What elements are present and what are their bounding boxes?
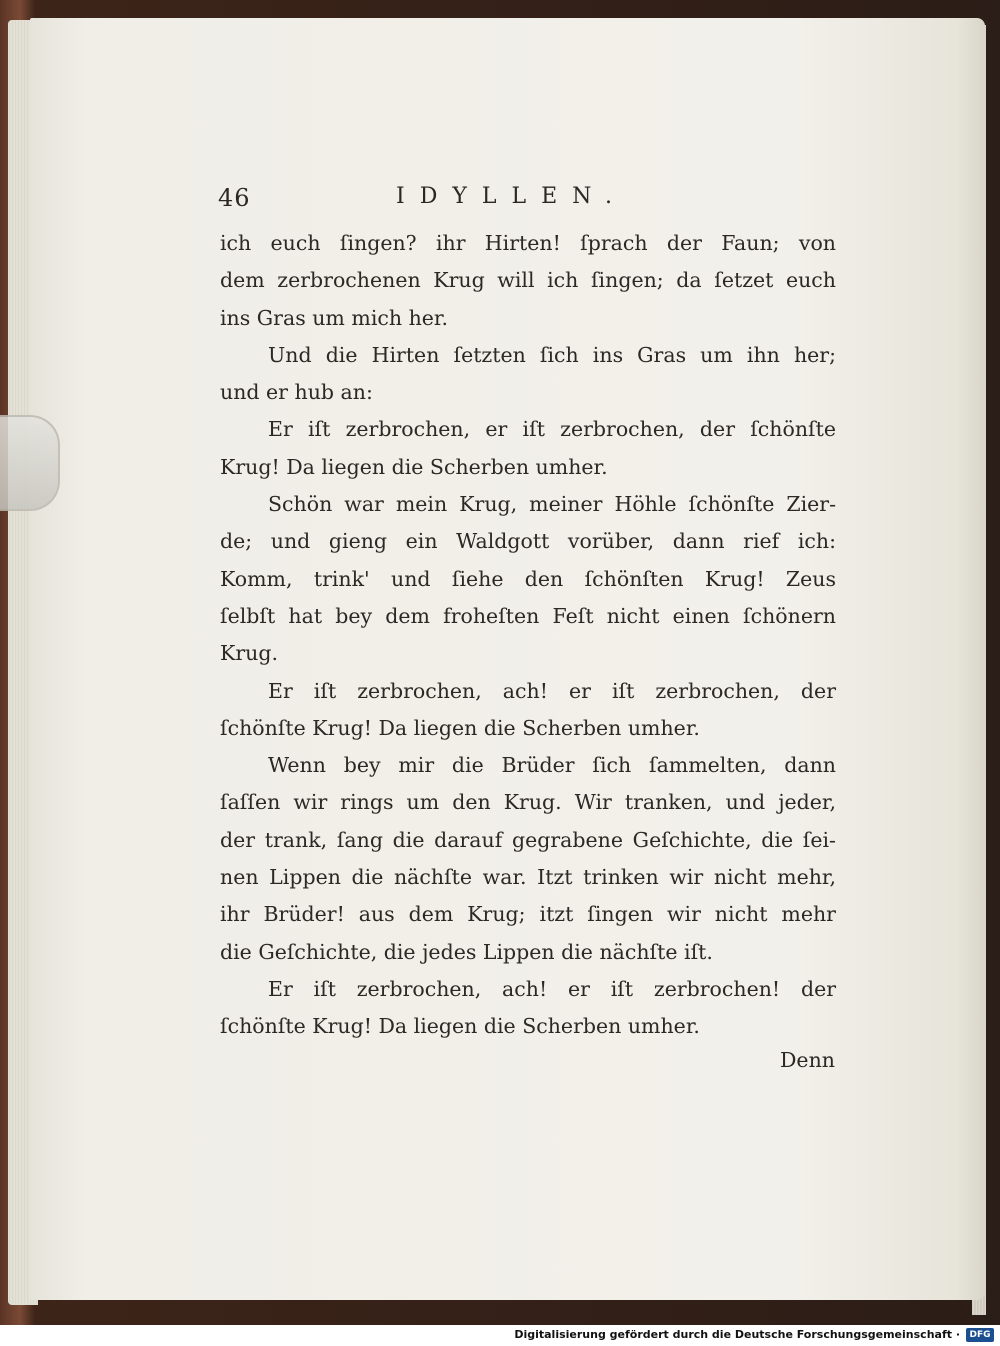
page-number: 46 <box>218 184 251 212</box>
text-line: ihr Brüder! aus dem Krug; itzt ſingen wir nicht mehr <box>220 902 836 927</box>
text-line: Krug! Da liegen die Scherben umher. <box>220 454 608 479</box>
catchword: Denn <box>780 1048 835 1072</box>
text-line: Er iſt zerbrochen, er iſt zerbrochen, der ſchönſte <box>268 417 836 442</box>
text-line: Komm, trink' und ſiehe den ſchönſten Krug! Zeus <box>220 566 836 591</box>
dfg-logo-icon: DFG <box>966 1328 994 1342</box>
digitization-footer <box>0 1325 1000 1346</box>
text-line: de; und gieng ein Waldgott vorüber, dann rief ich: <box>220 529 836 554</box>
text-line: ſaſſen wir rings um den Krug. Wir tranken, und jeder, <box>220 790 836 815</box>
text-line: ins Gras um mich her. <box>220 305 448 330</box>
text-line: ſchönſte Krug! Da liegen die Scherben umher. <box>220 1014 700 1039</box>
body-text <box>220 225 836 1046</box>
text-line: ſelbſt hat bey dem froheſten Feſt nicht einen ſchönern <box>220 603 836 628</box>
page-header <box>218 184 838 224</box>
text-line: dem zerbrochenen Krug will ich ſingen; da ſetzet euch <box>220 268 836 293</box>
page-clip <box>0 415 60 511</box>
text-line: der trank, ſang die darauf gegrabene Geſchichte, die ſei- <box>220 827 836 852</box>
text-line: ſchönſte Krug! Da liegen die Scherben umher. <box>220 715 700 740</box>
text-line: Wenn bey mir die Brüder ſich ſammelten, dann <box>268 753 836 778</box>
funding-credit: Digitalisierung gefördert durch die Deutsche Forschungsgemeinschaft · <box>514 1328 960 1341</box>
text-line: ich euch ſingen? ihr Hirten! ſprach der Faun; von <box>220 231 836 255</box>
running-head: IDYLLEN. <box>396 184 627 209</box>
text-line: Krug. <box>220 641 278 666</box>
text-line: Und die Hirten ſetzten ſich ins Gras um ihn her; <box>268 342 836 367</box>
text-line: Er iſt zerbrochen, ach! er iſt zerbrochen! der <box>268 976 836 1001</box>
text-line: und er hub an: <box>220 380 373 405</box>
text-line: nen Lippen die nächſte war. Itzt trinken wir nicht mehr, <box>220 865 836 890</box>
text-line: die Geſchichte, die jedes Lippen die nächſte iſt. <box>220 939 713 964</box>
text-line: Er iſt zerbrochen, ach! er iſt zerbrochen, der <box>268 678 836 703</box>
text-line: Schön war mein Krug, meiner Höhle ſchönſte Zier- <box>268 492 836 517</box>
